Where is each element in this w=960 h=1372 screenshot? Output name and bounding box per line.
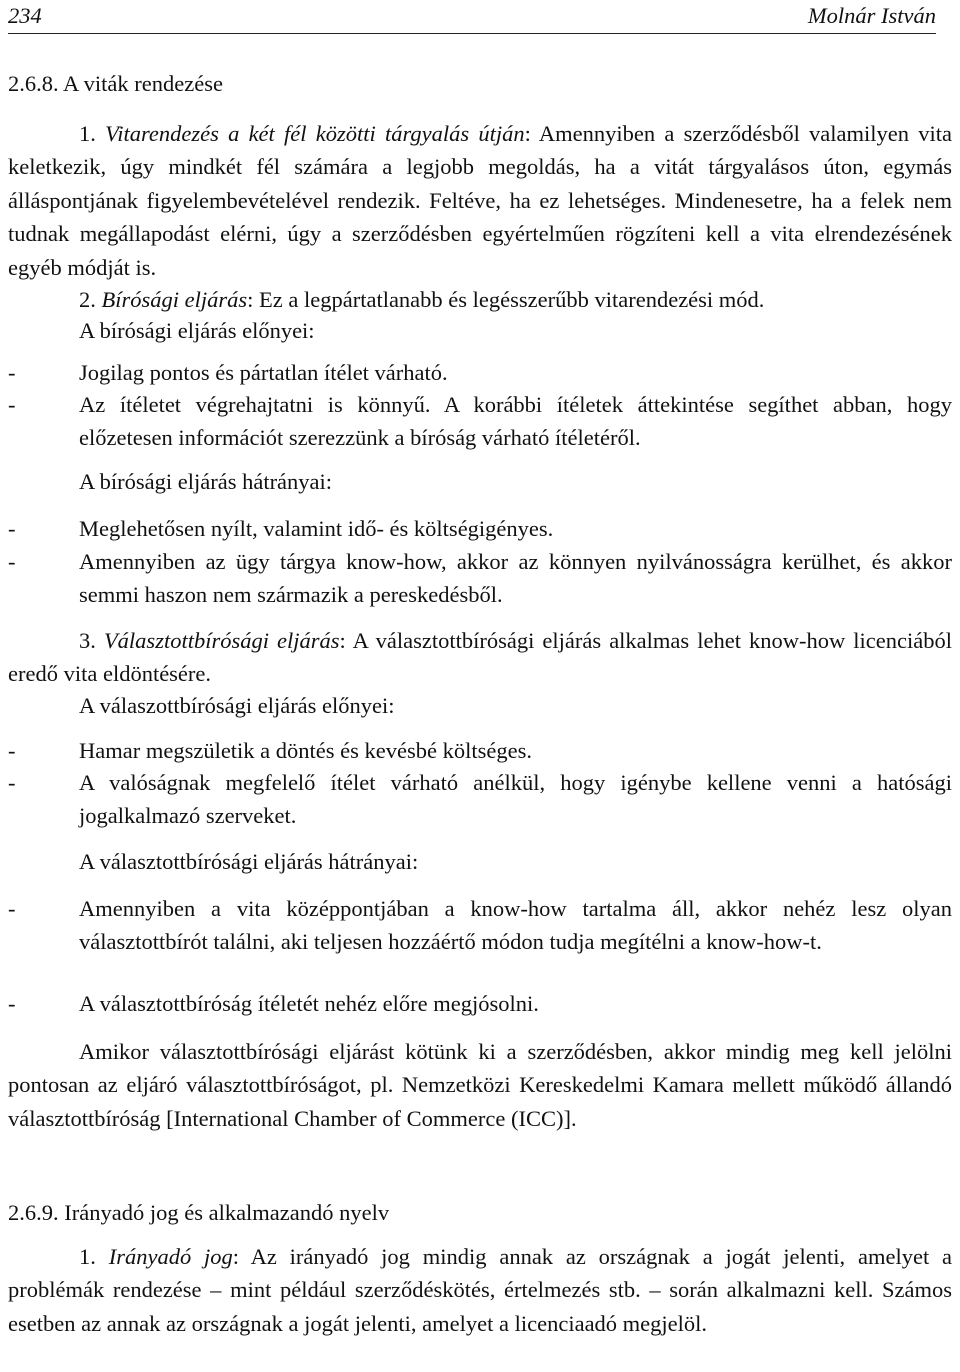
paragraph-number: 3. bbox=[79, 628, 96, 653]
advantages-heading: A bírósági eljárás előnyei: bbox=[79, 318, 315, 343]
paragraph-number: 2. bbox=[79, 287, 96, 312]
paragraph-lead: Irányadó jog bbox=[108, 1244, 233, 1269]
list-item-text: Meglehetősen nyílt, valamint idő- és költségigényes. bbox=[79, 516, 554, 541]
page-number: 234 bbox=[8, 3, 42, 28]
list-item-text: Az ítéletet végrehajtatni is könnyű. A korábbi ítéletek áttekintése segíthet abban, hogy előzetesen információt szerezzünk a bíróság várható ítéletéről. bbox=[79, 392, 952, 451]
list-item-text: Hamar megszületik a döntés és kevésbé költséges. bbox=[79, 738, 532, 763]
list-item-text: Jogilag pontos és pártatlan ítélet várható. bbox=[79, 360, 448, 385]
list-marker: - bbox=[8, 549, 16, 574]
list-item-text: A valóságnak megfelelő ítélet várható anélkül, hogy igénybe kellene venni a hatósági jogalkalmazó szerveket. bbox=[79, 770, 952, 829]
list-item bbox=[8, 766, 952, 833]
paragraph-text: : Ez a legpártatlanabb és legésszerűbb vitarendezési mód. bbox=[247, 287, 765, 312]
running-header bbox=[8, 0, 936, 34]
paragraph-lead: Választottbírósági eljárás bbox=[103, 628, 340, 653]
list-item bbox=[8, 892, 952, 959]
section-heading-269: 2.6.9. Irányadó jog és alkalmazandó nyelv bbox=[8, 1200, 390, 1225]
list-marker: - bbox=[8, 896, 16, 921]
advantages-heading: A válaszottbírósági eljárás előnyei: bbox=[79, 693, 395, 718]
paragraph-text: : Az irányadó jog mindig annak az országnak a jogát jelenti, amelyet a problémák rendezése – mint például szerződéskötés, értelmezés stb. – során alkalmazni kell. Számos esetben az annak az országnak a jogát jelenti, amelyet a licenciaadó megjelöl. bbox=[8, 1244, 952, 1336]
paragraph-lead: Bírósági eljárás bbox=[101, 287, 248, 312]
list-marker: - bbox=[8, 360, 16, 385]
disadvantages-heading: A bírósági eljárás hátrányai: bbox=[79, 469, 333, 494]
paragraph-number: 1. bbox=[79, 121, 96, 146]
paragraph-number: 1. bbox=[79, 1244, 96, 1269]
list-item bbox=[8, 356, 952, 389]
list-item bbox=[8, 987, 952, 1020]
list-marker: - bbox=[8, 738, 16, 763]
paragraph-text: : Amennyiben a szerződésből valamilyen vita keletkezik, úgy mindkét fél számára a legjobb megoldás, ha a vitát tárgyalásos úton, egymás álláspontjának figyelembevételével rendezik. Feltéve, ha ez lehetséges. Mindenesetre, ha a felek nem tudnak megállapodást elérni, úgy a szerződésben egyértelműen rögzíteni kell a vita elrendezésének egyéb módját is. bbox=[8, 121, 952, 280]
list-item-text: A választottbíróság ítéletét nehéz előre megjósolni. bbox=[79, 991, 539, 1016]
paragraph-2 bbox=[8, 283, 952, 316]
list-marker: - bbox=[8, 770, 16, 795]
list-item-text: Amennyiben a vita középpontjában a know-how tartalma áll, akkor nehéz lesz olyan választottbírót találni, aki teljesen hozzáértő módon tudja megítélni a know-how-t. bbox=[79, 896, 952, 955]
paragraph-3 bbox=[8, 624, 952, 691]
list-item bbox=[8, 512, 952, 545]
list-marker: - bbox=[8, 392, 16, 417]
paragraph-1 bbox=[8, 117, 952, 284]
running-author: Molnár István bbox=[807, 3, 936, 28]
closing-paragraph: Amikor választottbírósági eljárást kötünk ki a szerződésben, akkor mindig meg kell jelölni pontosan az eljáró választottbíróságot, pl. Nemzetközi Kereskedelmi Kamara mellett működő állandó választottbíróság [International Chamber of Commerce (ICC)]. bbox=[8, 1039, 952, 1131]
paragraph-governing-law bbox=[8, 1240, 952, 1340]
list-item-text: Amennyiben az ügy tárgya know-how, akkor az könnyen nyilvánosságra kerülhet, és akkor semmi haszon nem származik a pereskedésből. bbox=[79, 549, 952, 608]
list-item bbox=[8, 734, 952, 767]
paragraph-text: : A választottbírósági eljárás alkalmas lehet know-how licenciából eredő vita eldöntésére. bbox=[8, 628, 953, 687]
list-item bbox=[8, 545, 952, 612]
disadvantages-heading: A választottbírósági eljárás hátrányai: bbox=[79, 849, 419, 874]
section-heading-268: 2.6.8. A viták rendezése bbox=[8, 71, 223, 96]
list-marker: - bbox=[8, 991, 16, 1016]
list-item bbox=[8, 388, 952, 455]
list-marker: - bbox=[8, 516, 16, 541]
paragraph-lead: Vitarendezés a két fél közötti tárgyalás útján bbox=[105, 121, 525, 146]
